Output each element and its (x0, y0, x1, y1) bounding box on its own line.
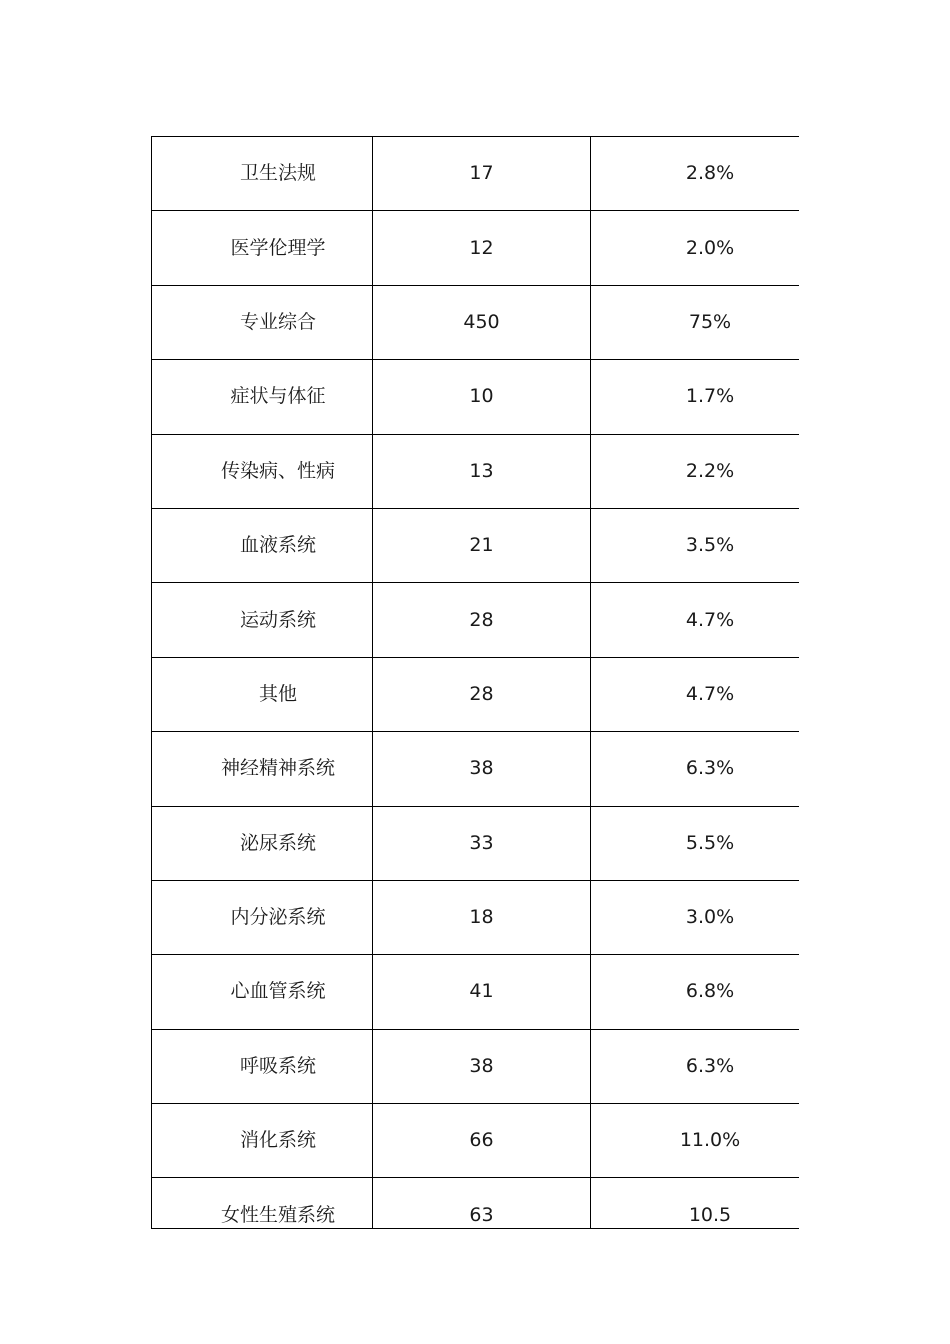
count-cell: 41 (373, 955, 591, 1029)
count-cell: 66 (373, 1104, 591, 1178)
count-cell: 10 (373, 360, 591, 434)
subject-cell: 神经精神系统 (152, 732, 373, 806)
count-cell: 38 (373, 1029, 591, 1103)
count-cell: 13 (373, 434, 591, 508)
subject-cell: 其他 (152, 657, 373, 731)
percent-cell: 2.0% (591, 211, 800, 285)
percent-cell: 2.2% (591, 434, 800, 508)
count-cell: 17 (373, 137, 591, 211)
table-row (152, 657, 800, 731)
count-cell: 450 (373, 285, 591, 359)
percent-cell: 75% (591, 285, 800, 359)
table-row (152, 137, 800, 211)
percent-cell: 2.8% (591, 137, 800, 211)
table-row (152, 508, 800, 582)
count-cell: 18 (373, 880, 591, 954)
count-cell: 28 (373, 657, 591, 731)
table-row (152, 360, 800, 434)
percent-cell: 6.3% (591, 732, 800, 806)
table-row (152, 732, 800, 806)
percent-cell: 3.5% (591, 508, 800, 582)
percent-cell: 3.0% (591, 880, 800, 954)
subject-cell: 呼吸系统 (152, 1029, 373, 1103)
subject-cell: 女性生殖系统 (152, 1178, 373, 1229)
table-body (152, 137, 800, 1230)
subject-cell: 医学伦理学 (152, 211, 373, 285)
table-viewport (151, 136, 799, 1229)
subject-cell: 内分泌系统 (152, 880, 373, 954)
subject-cell: 血液系统 (152, 508, 373, 582)
count-cell: 63 (373, 1178, 591, 1229)
count-cell: 33 (373, 806, 591, 880)
percent-cell: 6.3% (591, 1029, 800, 1103)
percent-cell: 6.8% (591, 955, 800, 1029)
table-row (152, 211, 800, 285)
table-row (152, 1104, 800, 1178)
count-cell: 12 (373, 211, 591, 285)
subject-cell: 运动系统 (152, 583, 373, 657)
count-cell: 28 (373, 583, 591, 657)
table-row (152, 806, 800, 880)
table-row (152, 880, 800, 954)
exam-subject-table (151, 136, 799, 1229)
subject-cell: 消化系统 (152, 1104, 373, 1178)
percent-cell: 4.7% (591, 657, 800, 731)
table-row (152, 1029, 800, 1103)
subject-cell: 传染病、性病 (152, 434, 373, 508)
table-row (152, 583, 800, 657)
subject-cell: 心血管系统 (152, 955, 373, 1029)
table-row (152, 434, 800, 508)
percent-cell: 10.5 (591, 1178, 800, 1229)
count-cell: 38 (373, 732, 591, 806)
subject-cell: 泌尿系统 (152, 806, 373, 880)
table-row (152, 955, 800, 1029)
subject-cell: 症状与体征 (152, 360, 373, 434)
percent-cell: 5.5% (591, 806, 800, 880)
subject-cell: 卫生法规 (152, 137, 373, 211)
table-row (152, 1178, 800, 1229)
table-row (152, 285, 800, 359)
percent-cell: 1.7% (591, 360, 800, 434)
percent-cell: 4.7% (591, 583, 800, 657)
percent-cell: 11.0% (591, 1104, 800, 1178)
subject-cell: 专业综合 (152, 285, 373, 359)
count-cell: 21 (373, 508, 591, 582)
